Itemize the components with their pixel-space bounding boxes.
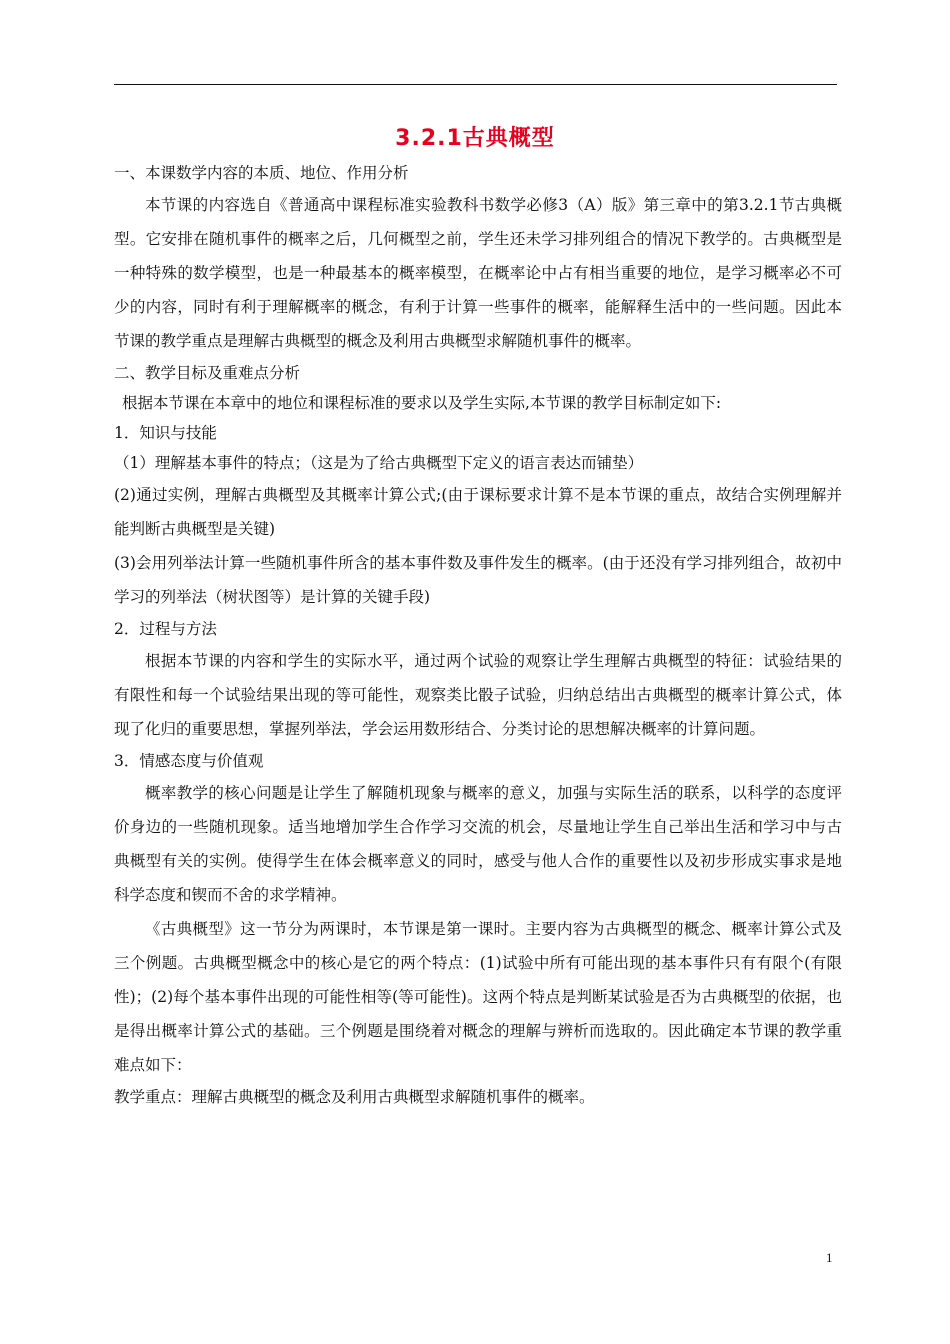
page-number: 1 <box>826 1250 833 1265</box>
subheading-process: 2．过程与方法 <box>114 620 217 638</box>
paragraph-values: 概率教学的核心问题是让学生了解随机现象与概率的意义，加强与实际生活的联系，以科学的态度评价身边的一些随机现象。适当地增加学生合作学习交流的机会，尽量地让学生自己举出生活和学习中与古典概型有关的实例。使得学生在体会概率意义的同时，感受与他人合作的重要性以及初步形成实事求是地科学态度和锲而不舍的求学精神。 <box>114 784 842 904</box>
section-heading-1: 一、本课数学内容的本质、地位、作用分析 <box>114 164 409 182</box>
header-rule <box>114 84 837 85</box>
document-title: 3.2.1古典概型 <box>395 126 555 151</box>
teaching-focus: 教学重点：理解古典概型的概念及利用古典概型求解随机事件的概率。 <box>114 1088 595 1106</box>
section-heading-2: 二、教学目标及重难点分析 <box>114 364 301 382</box>
document-body <box>114 158 842 1112</box>
subheading-knowledge: 1．知识与技能 <box>114 424 217 442</box>
list-item-3: (3)会用列举法计算一些随机事件所含的基本事件数及事件发生的概率。(由于还没有学习排列组合，故初中学习的列举法（树状图等）是计算的关键手段) <box>114 554 842 606</box>
paragraph-process: 根据本节课的内容和学生的实际水平，通过两个试验的观察让学生理解古典概型的特征：试验结果的有限性和每一个试验结果出现的等可能性，观察类比骰子试验，归纳总结出古典概型的概率计算公式，体现了化归的重要思想，掌握列举法，学会运用数形结合、分类讨论的思想解决概率的计算问题。 <box>114 652 842 738</box>
paragraph-lesson: 《古典概型》这一节分为两课时，本节课是第一课时。主要内容为古典概型的概念、概率计算公式及三个例题。古典概型概念中的核心是它的两个特点：(1)试验中所有可能出现的基本事件只有有限个(有限性)；(2)每个基本事件出现的可能性相等(等可能性)。这两个特点是判断某试验是否为古典概型的依据，也是得出概率计算公式的基础。三个例题是围绕着对概念的理解与辨析而选取的。因此确定本节课的教学重难点如下： <box>114 920 842 1074</box>
list-item-2: (2)通过实例，理解古典概型及其概率计算公式;(由于课标要求计算不是本节课的重点，故结合实例理解并能判断古典概型是关键) <box>114 486 842 538</box>
paragraph-intro: 本节课的内容选自《普通高中课程标准实验教科书数学必修3（A）版》第三章中的第3.2.1节古典概型。它安排在随机事件的概率之后，几何概型之前，学生还未学习排列组合的情况下教学的。古典概型是一种特殊的数学模型，也是一种最基本的概率模型，在概率论中占有相当重要的地位，是学习概率必不可少的内容，同时有利于理解概率的概念，有利于计算一些事件的概率，能解释生活中的一些问题。因此本节课的教学重点是理解古典概型的概念及利用古典概型求解随机事件的概率。 <box>114 196 842 350</box>
objectives-intro: 根据本节课在本章中的地位和课程标准的要求以及学生实际,本节课的教学目标制定如下: <box>122 394 722 412</box>
subheading-values: 3．情感态度与价值观 <box>114 752 264 770</box>
list-item-1: （1）理解基本事件的特点；（这是为了给古典概型下定义的语言表达而铺垫） <box>114 454 644 472</box>
